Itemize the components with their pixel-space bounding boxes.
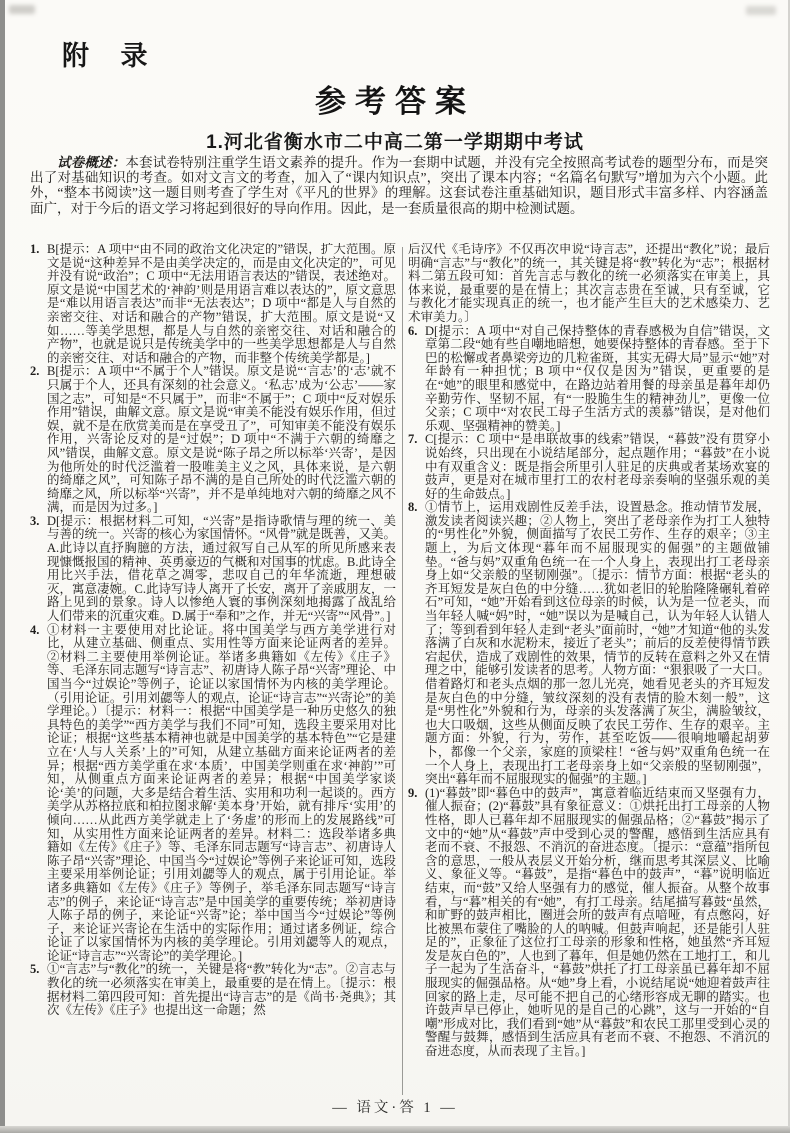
overview-label: 试卷概述： (57, 155, 126, 170)
answer-item-8 (408, 501, 770, 786)
overview-paragraph (30, 155, 768, 216)
answers-left-column (30, 243, 396, 1095)
answer-text: D[提示：根据材料二可知，“兴寄”是指诗歌情与理的统一、美与善的统一。兴寄的核心为家国情怀。“风骨”就是既善，又美。A.此诗以直抒胸臆的方法，通过叙写自己从军的所见所感来表现慷慨报国的精神、英勇豪迈的气概和对国事的忧虑。B.此诗全用比兴手法，借花草之凋零，悲叹自己的年华流逝，理想破灭，寓意凄婉。C.此诗写诗人离开了长安，离开了亲戚朋友，一路上见到的景象。诗人以惨绝人寰的事例深刻地揭露了战乱给人们带来的沉重灾难。D.属于“奉和”之作，并无“兴寄”“风骨”。] (47, 513, 396, 624)
scan-smudge-top-right (746, 6, 776, 15)
answer-item-4 (30, 624, 396, 964)
answer-number: 7. (408, 432, 418, 447)
answer-number: 8. (408, 500, 418, 515)
answers-two-column-area (30, 243, 770, 1095)
answer-number: 4. (30, 622, 40, 637)
answer-number: 9. (408, 785, 418, 800)
answer-item-3 (30, 515, 396, 624)
answer-item-7 (408, 433, 770, 501)
answer-item-5-continuation: 后汉代《毛诗序》不仅再次申说“诗言志”，还提出“教化”说；最后明确“言志”与“教化”的统一，其关键是将“教”转化为“志”；根据材料二第五段可知：首先言志与教化的统一必须落实在审美上，具体来说，最重要的是在情上；其次言志贵在至诚，只有至诚，它与教化才能实现真正的统一，也才能产生巨大的艺术感染力、艺术审美力。〕 (408, 243, 770, 324)
overview-text: 本套试卷特别注重学生语文素养的提升。作为一套期中试题，并没有完全按照高考试卷的题型分布，而是突出了对基础知识的考查。如对文言文的考查，加入了“课内知识点”，突出了课本内容；“名篇名句默写”增加为六个小题。此外，“整本书阅读”这一题目则考查了学生对《平凡的世界》的理解。这套试卷注重基础知识，题目形式丰富多样、内容涵盖面广，对于今后的语文学习将起到很好的导向作用。因此，是一套质量很高的期中检测试题。 (30, 155, 769, 216)
answer-text: ①“言志”与“教化”的统一，关键是将“教”转化为“志”。②言志与教化的统一必须落实在审美上，最重要的是在情上。〔提示：根据材料二第四段可知：首先提出“诗言志”的是《尚书·尧典》；其次《左传》《庄子》也提出这一命题；然 (47, 962, 396, 1018)
answers-right-column (408, 243, 770, 1095)
answer-text: B[提示：A 项中“由不同的政治文化决定的”错误，扩大范围。原文是说“这种差异不是由美学决定的，而是由文化决定的”，可见并没有说“政治”；C 项中“无法用语言表达的”错误，表述绝对。原文是说“中国艺术的‘神韵’则是用语言难以表达的”，原文意思是“难以用语言表达”而非“无法表达”；D 项中“都是人与自然的亲密交往、对话和融合的产物”错误，扩大范围。原文是说“又如……等美学思想，都是人与自然的亲密交往、对话和融合的产物”，也就是说只是传统美学中的一些美学思想都是人与自然的亲密交往、对话和融合的产物，而非整个传统美学都是。] (47, 243, 396, 365)
answer-item-5 (30, 963, 396, 1017)
answer-text: C[提示：C 项中“是串联故事的线索”错误，“暮鼓”没有贯穿小说始终，只出现在小说结尾部分，起点题作用；“暮鼓”在小说中有双重含义：既是指会所里引人驻足的庆典或者某场欢宴的鼓声，更是对在城市里打工的农村老母亲奏响的坚强乐观的美好的生命鼓点。] (425, 432, 770, 501)
answer-item-2 (30, 365, 396, 515)
answer-text: D[提示：A 项中“对自己保持整体的青春感极为自信”错误，文章第二段“她有些自嘲地暗想，她要保持整体的青春感。至于下巴的松懈或者鼻梁旁边的几粒雀斑，其实无碍大局”显示“她”对年龄有一种担忧；B 项中“仅仅是因为”错误，更重要的是在“她”的眼里和感觉中，在路边站着用餐的母亲虽是暮年却仍辛勤劳作、坚韧不屈，有“一股脆生生的精神劲儿”，更像一位父亲；C 项中“对农民工母子生活方式的羡慕”错误，是对他们乐观、坚强精神的赞美。] (425, 323, 770, 433)
exam-section-title: 1.河北省衡水市二中高二第一学期期中考试 (206, 132, 584, 153)
answer-text: ①材料一主要使用对比论证。将中国美学与西方美学进行对比，从建立基础、侧重点、实用性等方面来论证两者的差异。②材料二主要使用举例论证。举诸多典籍如《左传》《庄子》等、毛泽东同志题写“诗言志”、初唐诗人陈子昂“兴寄”理论、中国当今“过娱论”等例子，论证以家国情怀为内核的美学理论。（引用论证。引用刘勰等人的观点，论证“诗言志”“兴寄论”的美学理论。）〔提示：材料一：根据“中国美学是一种历史悠久的独具特色的美学”“西方美学与我们不同”可知，选段主要采用对比论证；根据“这些基本精神也就是中国美学的基本特色”“它是建立在‘人与人关系’上的”可知，从建立基础方面来论证两者的差异；根据“西方美学重在求‘本质’，中国美学则重在求‘神韵’”可知，从侧重点方面来论证两者的差异；根据“中国美学家谈论‘美’的问题，大多是结合着生活、实用和功利一起谈的。西方美学从苏格拉底和柏拉图求解‘美本身’开始，就有排斥‘实用’的倾向……从此西方美学就走上了‘务虚’的形而上的发展路线”可知，从实用性方面来论证两者的差异。材料二：选段举诸多典籍如《左传》《庄子》等、毛泽东同志题写“诗言志”、初唐诗人陈子昂“兴寄”理论、中国当今“过娱论”等例子来论证可知，选段主要采用举例论证；引用刘勰等人的观点，属于引用论证。举诸多典籍如《左传》《庄子》等例子，举毛泽东同志题写“诗言志”的例子，来论证“诗言志”是中国美学的重要传统；举初唐诗人陈子昂的例子，来论证“兴寄”论；举中国当今“过娱论”等例子，来论证兴寄论在生活中的实际作用；通过诸多例证，综合论证了以家国情怀为内核的美学理论。引用刘勰等人的观点，论证“诗言志”“兴寄论”的美学理论。] (47, 622, 396, 963)
answer-number: 5. (30, 962, 40, 977)
scan-edge-bottom (0, 1126, 790, 1133)
answer-item-9 (408, 787, 770, 1059)
appendix-label: 附 录 (62, 41, 160, 71)
answer-item-1 (30, 243, 396, 365)
page-title: 参考答案 (315, 84, 475, 119)
answer-text: ①情节上，运用戏剧性反差手法，设置悬念。推动情节发展，激发读者阅读兴趣；②人物上，突出了老母亲作为打工人独特的“男性化”外貌，侧面描写了农民工劳作、生存的艰辛；③主题上，为后文体现“暮年而不屈服现实的倔强”的主题做铺垫。“爸与妈”双重角色统一在一个人身上，表现出打工老母亲身上如“父亲般的坚韧刚强”。〔提示：情节方面：根据“老头的齐耳短发是灰白色的中分缝……犹如老旧的轮胎隆隆碾轧着碎石”可知，“她”开始看到这位母亲的时候，认为是一位老头，而当年轻人喊“妈”时，“她”误以为是喊自己，认为年轻人认错人了；等到看到年轻人走到“老头”面前时，“她”才知道“他的头发落满了白灰和水泥粉末，接近了老头”；前后的反差使得情节跌宕起伏，造成了戏剧性的效果，情节的反转在意料之外又在情理之中，能够引发读者的思考。人物方面：“狠狠吸了一大口。借着路灯和老头点烟的那一忽儿光亮，她看见老头的齐耳短发是灰白色的中分缝，皱纹深刻的没有表情的脸木刻一般”，这是“男性化”外貌和行为，母亲的头发落满了灰尘，满脸皱纹，也大口吸烟，这些从侧面反映了农民工劳作、生存的艰辛。主题方面：外貌，行为，劳作，甚至吃饭——很响地嚼起胡萝卜，都像一个父亲，家庭的顶梁柱！“爸与妈”双重角色统一在一个人身上，表现出打工老母亲身上如“父亲般的坚韧刚强”，突出“暮年而不屈服现实的倔强”的主题。] (425, 500, 770, 787)
column-divider (402, 247, 403, 1095)
answer-number: 6. (408, 323, 418, 338)
exam-overview (30, 155, 768, 216)
answer-number: 1. (30, 243, 40, 256)
page-footer: — 语文·答 1 — (332, 1100, 458, 1116)
scan-edge-left (0, 0, 5, 1133)
answer-text: (1)“暮鼓”即“暮色中的鼓声”，寓意着临近结束而又坚强有力，催人振奋；(2)“暮鼓”具有象征意义：①烘托出打工母亲的人物性格，即人已暮年却不屈服现实的倔强品格；②“暮鼓”揭示了文中的“她”从“暮鼓”声中受到心灵的警醒，感悟到生活应具有老而不衰、不报怨、不消沉的奋进态度。〔提示：“意蕴”指所包含的意思，一般从表层义开始分析，继而思考其深层义、比喻义、象征义等。“暮鼓”，是指“暮色中的鼓声”，“暮”说明临近结束，而“鼓”又给人坚强有力的感觉，催人振奋。从整个故事看，与“暮”相关的有“她”，有打工母亲。结尾描写暮鼓“虽然，和旷野的鼓声相比，圈进会所的鼓声有点喑哑，有点憋闷，好比被黑布蒙住了嘴脸的人的呐喊。但鼓声响起，还是能引人驻足的”，正象征了这位打工母亲的形象和性格，她虽然“齐耳短发是灰白色的”，人也到了暮年，但是她仍然在工地打工，和儿子一起为了生活奋斗，“暮鼓”烘托了打工母亲虽已暮年却不屈服现实的倔强品格。从“她”身上看，小说结尾说“她迎着鼓声往回家的路上走，尽可能不把自己的心绪形容成无聊的踏实。也许鼓声早已停止，她听见的是自己的心跳”，这与一开始的“自嘲”形成对比，我们看到“她”从“暮鼓”和农民工那里受到心灵的警醒与鼓舞，感悟到生活应具有老而不衰、不抱怨、不消沉的奋进态度，从而表现了主旨。] (425, 785, 770, 1059)
answer-item-6 (408, 325, 770, 434)
answer-number: 2. (30, 364, 40, 379)
scan-smudge-top-left (9, 5, 35, 14)
answer-text: B[提示：A 项中“不属于个人”错误。原文是说“‘言志’的‘志’就不只属于个人，还具有深刻的社会意义。‘私志’成为‘公志’——家国之志”，可知是“不只属于”，而非“不属于”；C 项中“反对娱乐作用”错误，曲解文意。原文是说“审美不能没有娱乐作用，但过娱，就不是在欣赏美而是在享受丑了”，可知审美不能没有娱乐作用，兴寄论反对的是“过娱”；D 项中“不满于六朝的绮靡之风”错误，曲解文意。原文是说“陈子昂之所以标举‘兴寄’，是因为他所处的时代泛滥着一股唯美主义之风，具体来说，是六朝的绮靡之风”，可知陈子昂不满的是自己所处的时代泛滥六朝的绮靡之风，所以标举“兴寄”，并不是单纯地对六朝的绮靡之风不满，而是因为过多。] (47, 364, 396, 515)
answer-number: 3. (30, 513, 40, 528)
